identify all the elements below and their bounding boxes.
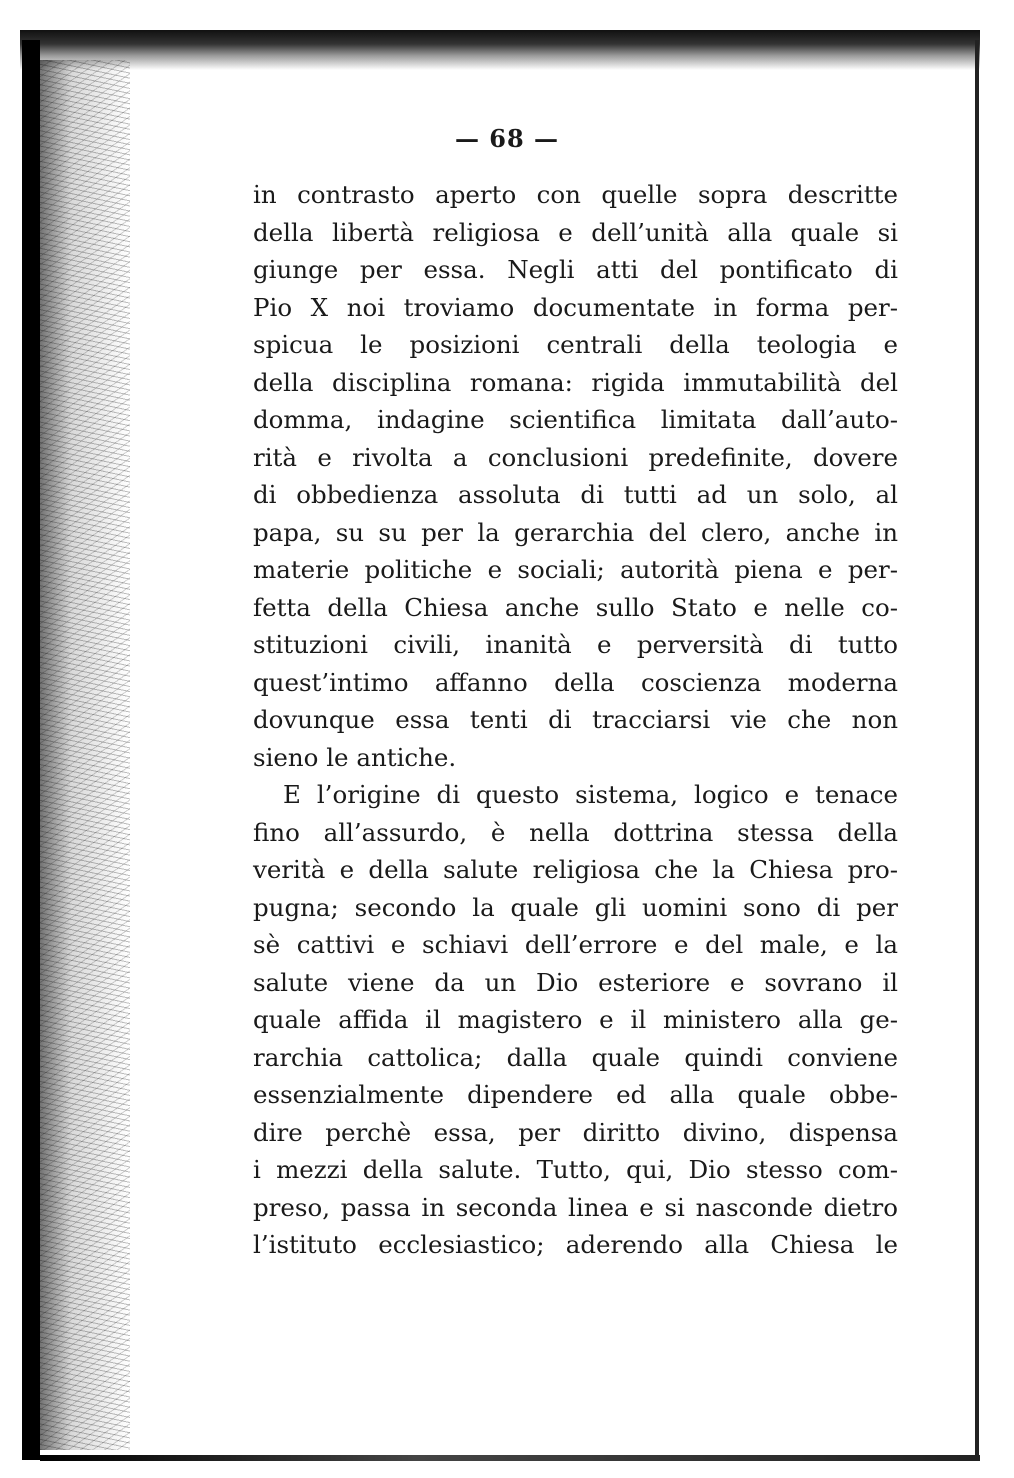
text-line: giunge per essa. Negli atti del pontificato di <box>253 255 898 284</box>
text-line: fetta della Chiesa anche sullo Stato e nelle co- <box>253 592 898 622</box>
scan-right-edge <box>975 40 979 1460</box>
text-line: materie politiche e sociali; autorità piena e per- <box>253 555 898 584</box>
text-line: preso, passa in seconda linea e si nasconde dietro <box>253 1192 898 1222</box>
text-line: fino all’assurdo, è nella dottrina stessa della <box>253 817 898 847</box>
text-line: Pio X noi troviamo documentate in forma per- <box>253 292 898 322</box>
text-line: della disciplina romana: rigida immutabilità del <box>253 367 898 397</box>
text-line: essenzialmente dipendere ed alla quale obbe- <box>253 1080 898 1109</box>
paragraph-2 <box>253 776 898 1264</box>
text-line: dire perchè essa, per diritto divino, dispensa <box>253 1117 898 1147</box>
body-text <box>253 176 898 1264</box>
text-line: della libertà religiosa e dell’unità alla quale si <box>253 217 898 247</box>
text-line: domma, indagine scientifica limitata dall’auto- <box>253 405 898 434</box>
text-line: papa, su su per la gerarchia del clero, anche in <box>253 517 898 547</box>
text-line: sieno le antiche. <box>253 742 457 772</box>
scan-left-noise <box>40 60 130 1450</box>
text-line: verità e della salute religiosa che la Chiesa pro- <box>253 855 898 884</box>
page-number: — 68 — <box>454 124 560 153</box>
text-line: spicua le posizioni centrali della teologia e <box>253 330 898 359</box>
text-line: E l’origine di questo sistema, logico e tenace <box>283 780 898 809</box>
text-line: dovunque essa tenti di tracciarsi vie che non <box>253 705 898 734</box>
text-line: quale affida il magistero e il ministero alla ge- <box>253 1005 898 1034</box>
text-line: rità e rivolta a conclusioni predefinite, dovere <box>253 442 898 472</box>
scan-bottom-edge <box>40 1455 980 1461</box>
text-line: stituzioni civili, inanità e perversità di tutto <box>253 630 898 659</box>
text-line: di obbedienza assoluta di tutti ad un solo, al <box>253 480 898 509</box>
text-line: rarchia cattolica; dalla quale quindi conviene <box>253 1042 898 1072</box>
text-line: l’istituto ecclesiastico; aderendo alla Chiesa le <box>253 1230 898 1259</box>
text-line: sè cattivi e schiavi dell’errore e del male, e la <box>253 930 898 959</box>
text-line: i mezzi della salute. Tutto, qui, Dio stesso com- <box>253 1155 898 1184</box>
text-line: quest’intimo affanno della coscienza moderna <box>253 667 898 697</box>
paragraph-1 <box>253 176 898 776</box>
scan-left-binding <box>22 40 40 1460</box>
text-line: salute viene da un Dio esteriore e sovrano il <box>253 967 898 997</box>
text-line: pugna; secondo la quale gli uomini sono di per <box>253 892 898 922</box>
text-line: in contrasto aperto con quelle sopra descritte <box>253 180 898 209</box>
scan-top-shadow <box>20 30 980 70</box>
